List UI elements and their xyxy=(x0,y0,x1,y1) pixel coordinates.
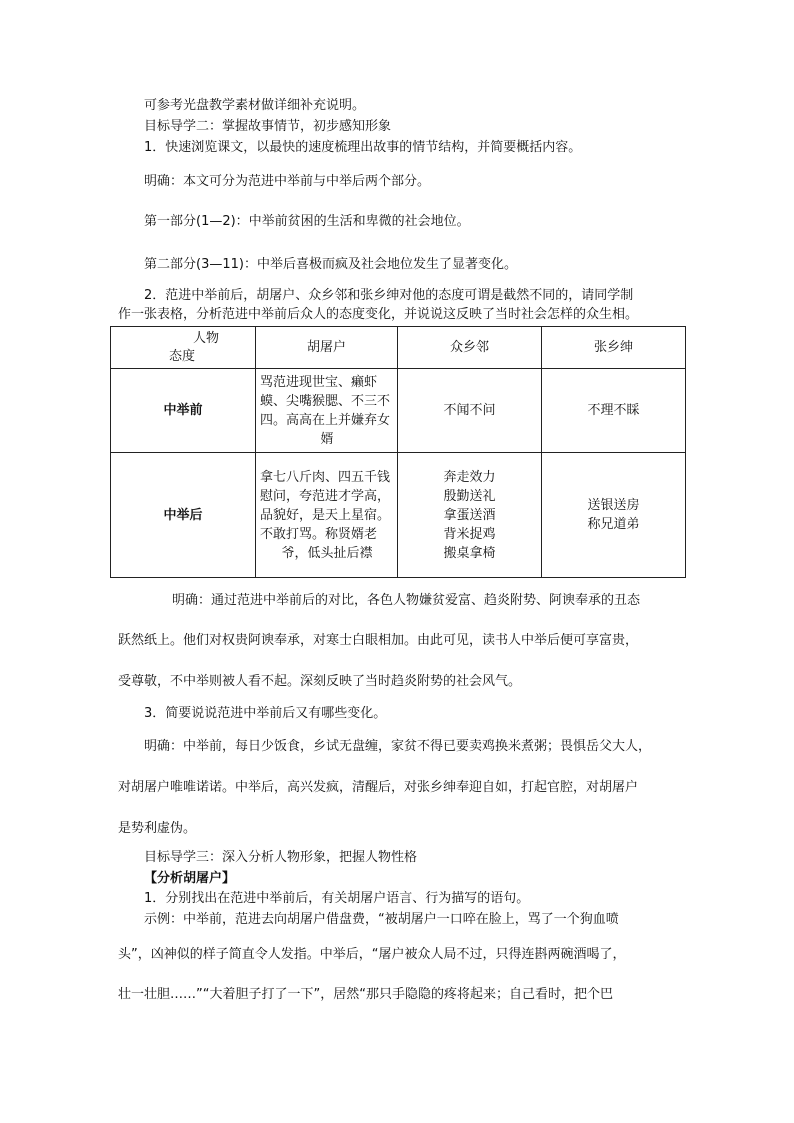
text-line: 受尊敬，不中举则被人看不起。深刻反映了当时趋炎附势的社会风气。 xyxy=(118,674,522,689)
cell-text: 拿七八斤肉、四五千钱慰问，夸范进才学高，品貌好，是天上星宿。不敢打骂。称贤婿老爷，低头扯后襟 xyxy=(260,469,391,561)
table-cell xyxy=(398,453,542,578)
answer-text: 明确：通过范进中举前后的对比，各色人物嫌贫爱富、趋炎附势、阿谀奉承的丑态 xyxy=(172,593,641,608)
question-text: 2．范进中举前后，胡屠户、众乡邻和张乡绅对他的态度可谓是截然不同的，请同学制 xyxy=(144,288,634,303)
table-header: 众乡邻 xyxy=(398,327,542,369)
row-label: 中举前 xyxy=(111,369,256,453)
table-cell xyxy=(256,369,398,453)
table-cell xyxy=(256,453,398,578)
table-header: 张乡绅 xyxy=(542,327,686,369)
question-text: 1．快速浏览课文，以最快的速度梳理出故事的情节结构，并简要概括内容。 xyxy=(144,140,582,155)
cell-line: 送银送房 xyxy=(587,498,640,513)
text-line: 壮一壮胆……”“大着胆子打了一下”，居然“那只手隐隐的疼将起来；自己看时，把个巴 xyxy=(118,987,613,1002)
answer-text: 明确：本文可分为范进中举前与中举后两个部分。 xyxy=(144,174,431,189)
table-cell xyxy=(542,453,686,578)
cell-line: 奔走效力 xyxy=(443,469,496,485)
attitude-table xyxy=(110,326,686,578)
cell-line: 称兄道弟 xyxy=(587,517,640,532)
subsection-heading: 【分析胡屠户】 xyxy=(144,871,236,886)
table-cell: 不闻不问 xyxy=(398,369,542,453)
answer-text: 明确：中举前，每日少饭食，乡试无盘缠，家贫不得已要卖鸡换米煮粥；畏惧岳父大人， xyxy=(144,739,652,754)
question-text: 1．分别找出在范进中举前后，有关胡屠户语言、行为描写的语句。 xyxy=(144,891,530,906)
cell-line: 搬桌拿椅 xyxy=(443,545,496,561)
text-line: 第一部分(1—2)：中举前贫困的生活和卑微的社会地位。 xyxy=(144,214,470,229)
example-text: 示例：中举前，范进去向胡屠户借盘费，“被胡屠户一口啐在脸上，骂了一个狗血喷 xyxy=(144,912,619,927)
cell-text: 骂范进现世宝、癞虾蟆、尖嘴猴腮、不三不四。高高在上并嫌弃女婿 xyxy=(260,374,391,447)
section-heading: 目标导学二：掌握故事情节，初步感知形象 xyxy=(144,119,392,134)
row-label: 中举后 xyxy=(111,453,256,578)
corner-label-attitude: 态度 xyxy=(169,349,196,364)
question-text: 作一张表格，分析范进中举前后众人的态度变化，并说说这反映了当时社会怎样的众生相。 xyxy=(118,307,639,322)
cell-line: 拿蛋送酒 xyxy=(443,507,496,523)
text-line: 头”，凶神似的样子简直令人发指。中举后，“屠户被众人局不过，只得连斟两碗酒喝了， xyxy=(118,947,626,962)
table-cell: 不理不睬 xyxy=(542,369,686,453)
cell-line: 殷勤送礼 xyxy=(443,488,496,504)
text-line: 跃然纸上。他们对权贵阿谀奉承，对寒士白眼相加。由此可见，读书人中举后便可享富贵， xyxy=(118,633,639,648)
table-corner-header xyxy=(111,327,256,369)
text-line: 是势利虚伪。 xyxy=(118,821,197,836)
text-line: 对胡屠户唯唯诺诺。中举后，高兴发疯，清醒后，对张乡绅奉迎自如，打起官腔，对胡屠户 xyxy=(118,780,639,795)
text-line: 第二部分(3—11)：中举后喜极而疯及社会地位发生了显著变化。 xyxy=(144,257,517,272)
text-line: 可参考光盘教学素材做详细补充说明。 xyxy=(144,98,366,113)
cell-line: 背米捉鸡 xyxy=(443,526,496,542)
table-header: 胡屠户 xyxy=(256,327,398,369)
section-heading: 目标导学三：深入分析人物形象，把握人物性格 xyxy=(144,850,418,865)
question-text: 3．简要说说范进中举前后又有哪些变化。 xyxy=(144,706,387,721)
corner-label-person: 人物 xyxy=(193,331,220,346)
